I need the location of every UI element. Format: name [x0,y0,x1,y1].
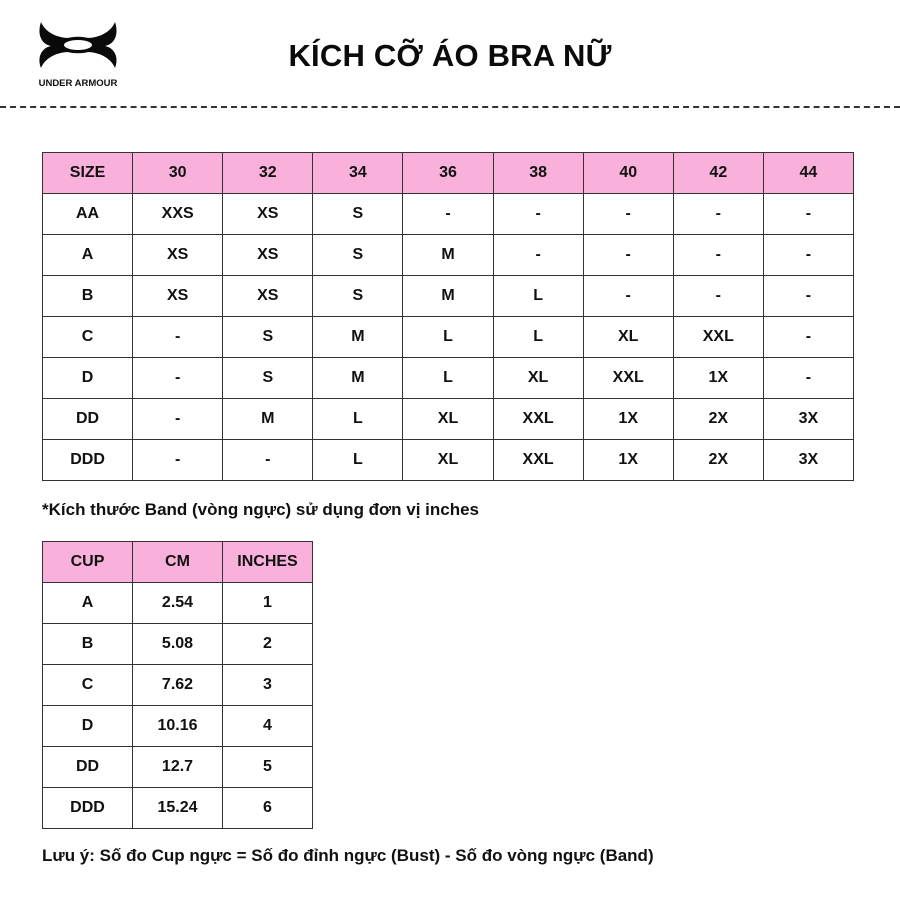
table-cell: - [583,276,673,317]
table-cell: 15.24 [133,788,223,829]
table-cell: - [133,399,223,440]
table-cell: S [313,276,403,317]
cup-label-cell: C [43,665,133,706]
table-cell: - [763,194,853,235]
table-cell: XXL [583,358,673,399]
table-cell: L [403,317,493,358]
cup-label-cell: B [43,276,133,317]
table-cell: 2X [673,440,763,481]
under-armour-logo-icon [35,18,121,70]
table-cell: 2X [673,399,763,440]
table-row [43,317,854,358]
header-cell: 38 [493,153,583,194]
header-cell: 42 [673,153,763,194]
table-cell: S [223,317,313,358]
table-cell: 6 [223,788,313,829]
cup-label-cell: DDD [43,788,133,829]
header-cell: CUP [43,542,133,583]
table-cell: XL [583,317,673,358]
header-cell: 30 [133,153,223,194]
cup-label-cell: D [43,706,133,747]
table-row [43,276,854,317]
table-cell: - [673,194,763,235]
table-cell: XXS [133,194,223,235]
table-cell: L [313,440,403,481]
cup-formula-note: Lưu ý: Số đo Cup ngực = Số đo đỉnh ngực (Bust) - Số đo vòng ngực (Band) [42,846,654,865]
table-cell: - [223,440,313,481]
table-cell: XS [223,235,313,276]
table-cell: L [313,399,403,440]
table-row [43,747,313,788]
cup-table-header-row [43,542,313,583]
cup-label-cell: AA [43,194,133,235]
header-cell: SIZE [43,153,133,194]
table-cell: 2.54 [133,583,223,624]
table-cell: M [403,276,493,317]
header-cell: 44 [763,153,853,194]
table-cell: 3X [763,399,853,440]
table-cell: S [313,235,403,276]
cup-label-cell: DD [43,747,133,788]
table-cell: XL [493,358,583,399]
table-cell: M [403,235,493,276]
table-cell: - [133,358,223,399]
cup-label-cell: C [43,317,133,358]
dashed-divider [0,106,900,108]
table-cell: - [583,194,673,235]
table-cell: M [313,358,403,399]
table-cell: - [673,235,763,276]
table-cell: - [763,235,853,276]
table-cell: - [403,194,493,235]
table-row [43,194,854,235]
table-cell: - [673,276,763,317]
table-cell: 5 [223,747,313,788]
table-cell: - [133,440,223,481]
table-cell: 3 [223,665,313,706]
table-row [43,440,854,481]
size-table-header-row [43,153,854,194]
table-cell: 1X [583,440,673,481]
table-cell: XS [223,194,313,235]
table-cell: - [133,317,223,358]
table-cell: L [403,358,493,399]
table-row [43,583,313,624]
table-cell: 1 [223,583,313,624]
table-cell: 1X [673,358,763,399]
table-cell: 3X [763,440,853,481]
table-cell: 2 [223,624,313,665]
header-cell: 34 [313,153,403,194]
table-row [43,358,854,399]
header-cell: 36 [403,153,493,194]
cup-label-cell: B [43,624,133,665]
cup-label-cell: A [43,235,133,276]
table-cell: XXL [673,317,763,358]
table-cell: XS [133,276,223,317]
table-cell: - [763,358,853,399]
cup-label-cell: DD [43,399,133,440]
table-row [43,624,313,665]
table-row [43,665,313,706]
table-cell: - [583,235,673,276]
table-cell: XS [223,276,313,317]
table-cell: 12.7 [133,747,223,788]
table-row [43,706,313,747]
header-cell: 40 [583,153,673,194]
table-cell: L [493,276,583,317]
table-cell: S [223,358,313,399]
table-cell: L [493,317,583,358]
table-cell: - [493,194,583,235]
table-cell: M [313,317,403,358]
table-cell: 1X [583,399,673,440]
table-cell: - [763,317,853,358]
table-cell: - [493,235,583,276]
brand-name: UNDER ARMOUR [38,78,118,89]
table-cell: XXL [493,399,583,440]
page-title: KÍCH CỠ ÁO BRA NỮ [288,38,612,73]
table-cell: XL [403,440,493,481]
table-row [43,399,854,440]
header-cell: INCHES [223,542,313,583]
table-cell: 7.62 [133,665,223,706]
cup-label-cell: A [43,583,133,624]
table-cell: - [763,276,853,317]
band-unit-note: *Kích thước Band (vòng ngực) sử dụng đơn vị inches [42,500,480,519]
cup-conversion-table [42,541,313,829]
table-cell: 4 [223,706,313,747]
header-cell: CM [133,542,223,583]
table-cell: XS [133,235,223,276]
bra-size-table [42,152,854,481]
cup-label-cell: DDD [43,440,133,481]
table-cell: S [313,194,403,235]
table-cell: XL [403,399,493,440]
cup-label-cell: D [43,358,133,399]
brand-logo [28,18,128,90]
header-cell: 32 [223,153,313,194]
table-cell: 10.16 [133,706,223,747]
table-cell: 5.08 [133,624,223,665]
table-row [43,788,313,829]
table-cell: M [223,399,313,440]
table-row [43,235,854,276]
table-cell: XXL [493,440,583,481]
